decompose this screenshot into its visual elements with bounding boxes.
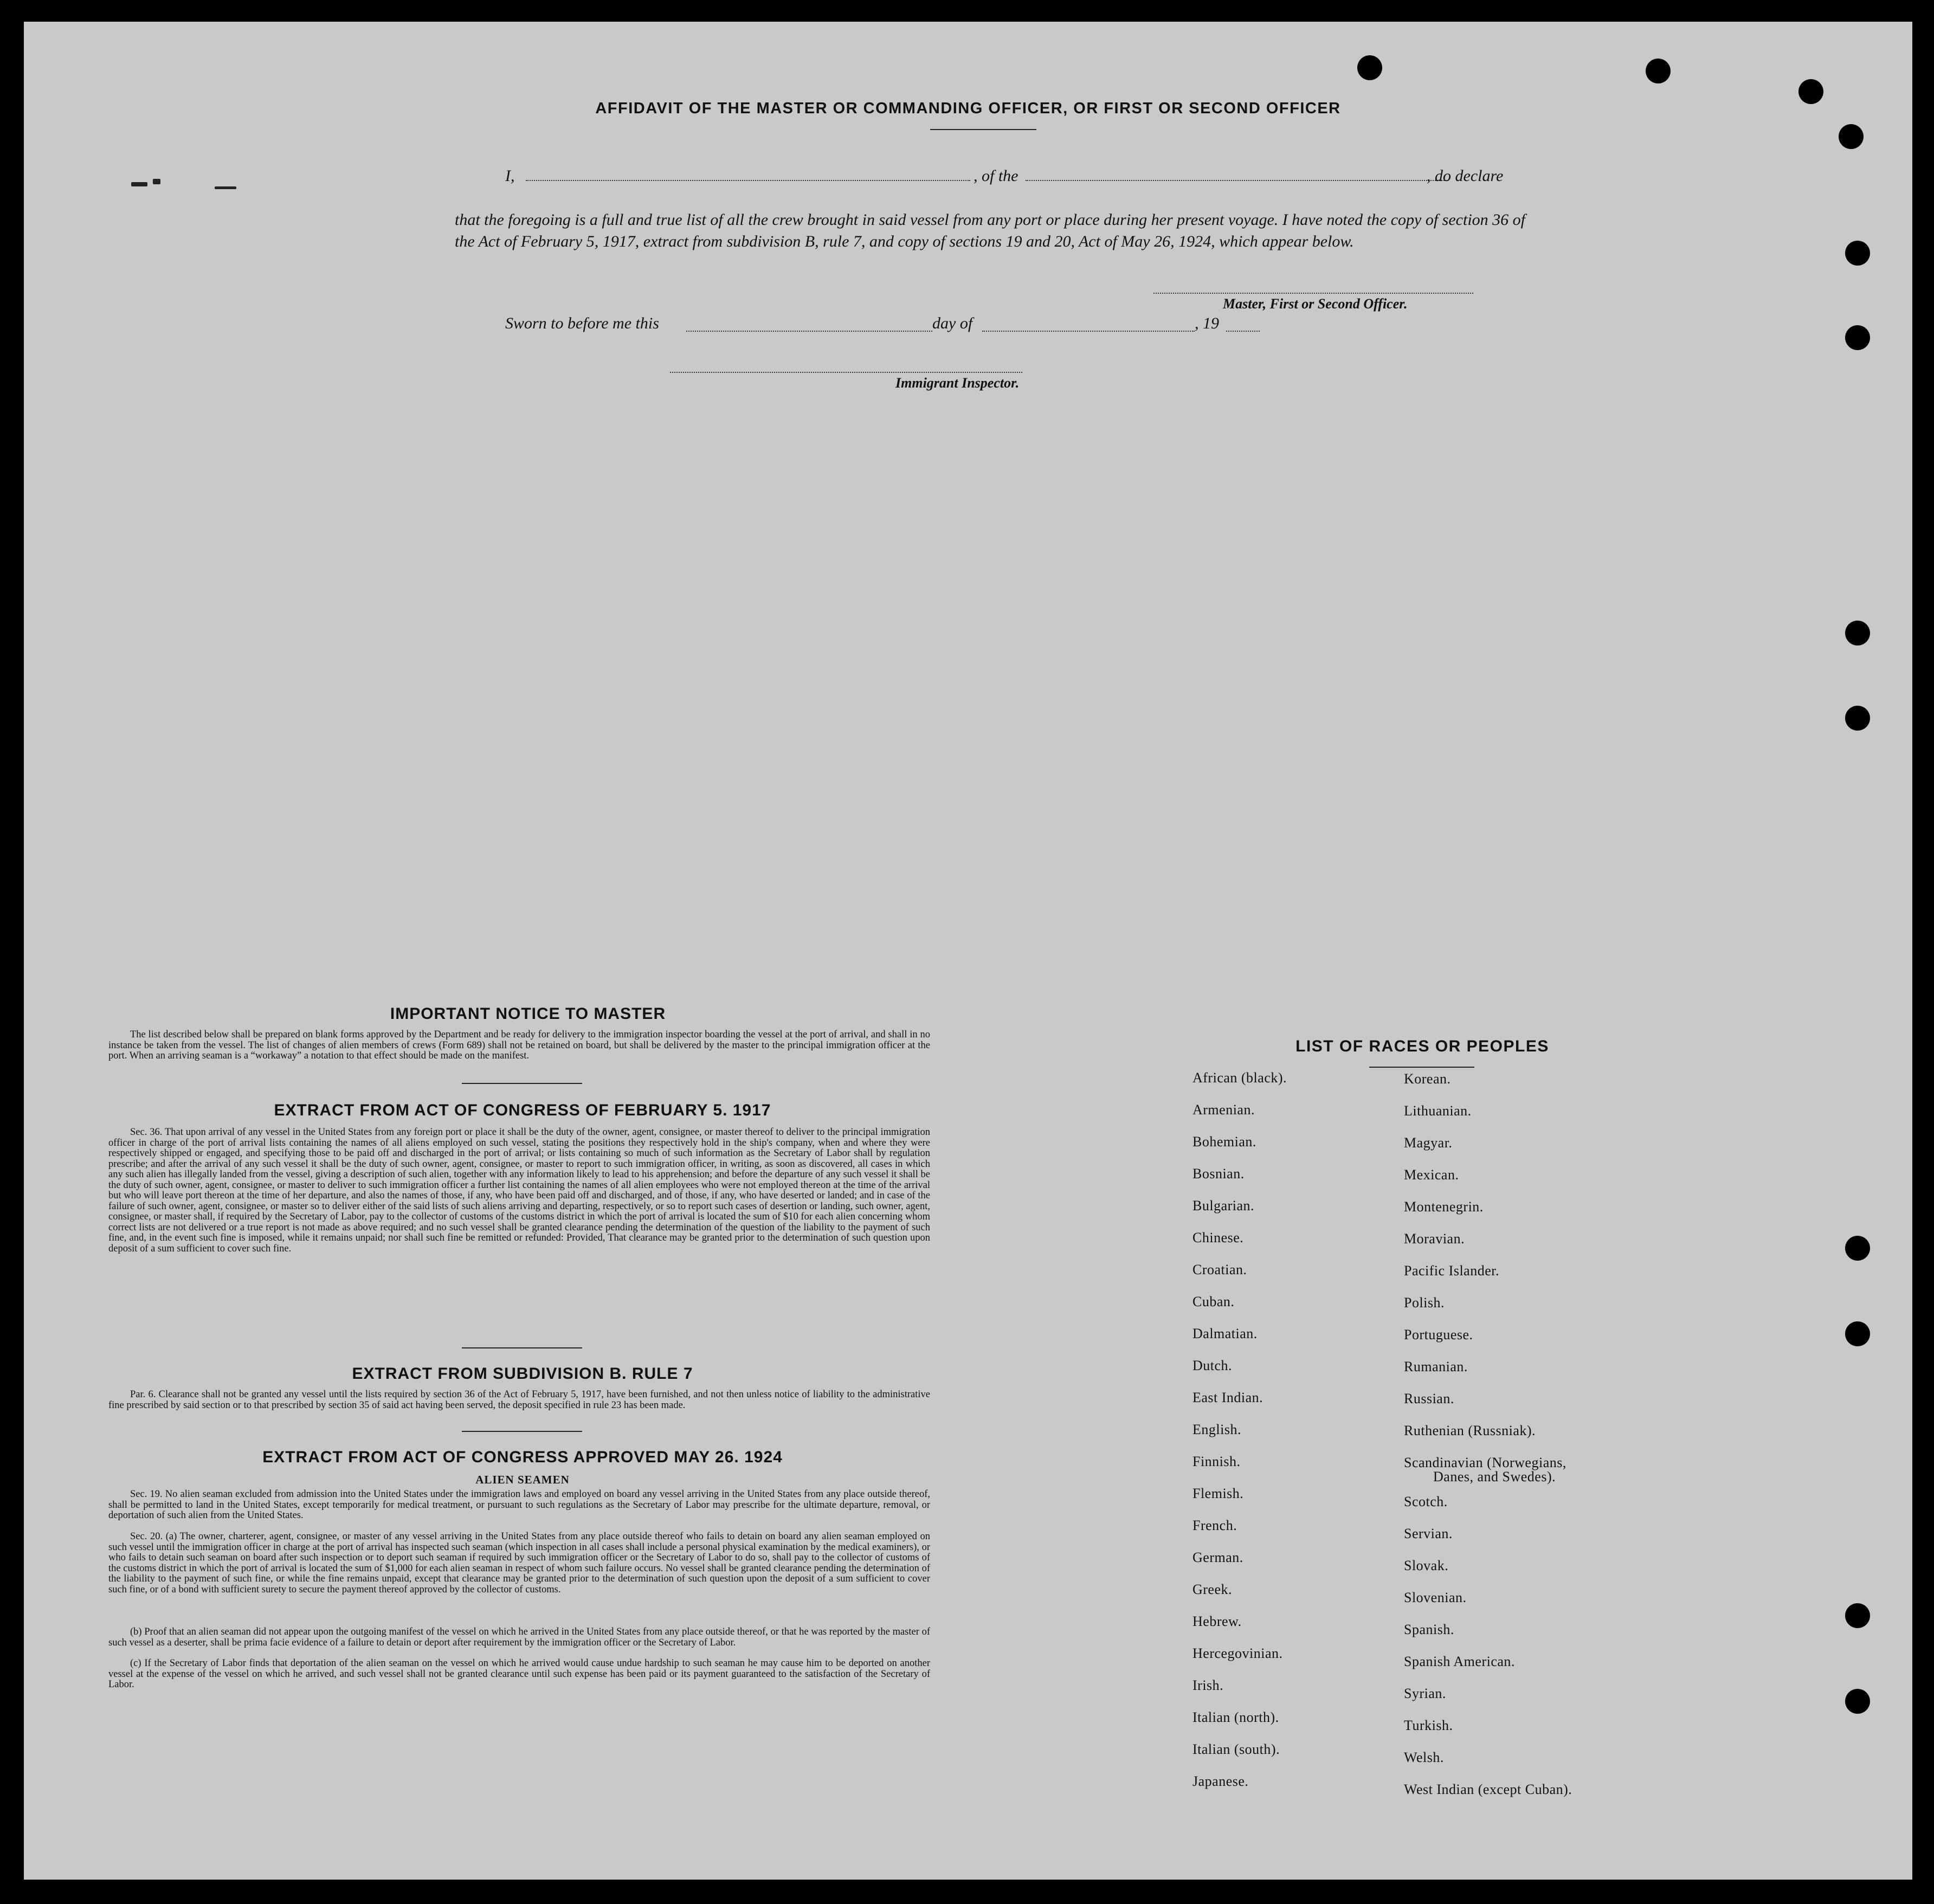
race-item: Hebrew. — [1192, 1613, 1242, 1629]
punch-hole — [1845, 1603, 1870, 1628]
race-item: Armenian. — [1192, 1102, 1255, 1118]
race-item: Dalmatian. — [1192, 1326, 1258, 1341]
races-title-underline — [1369, 1067, 1474, 1068]
sec20b-body: (b) Proof that an alien seaman did not appear upon the outgoing manifest of the vessel on which he arrived in the United States from any place outside thereof, or that he was reported by the master of such vessel as a deserter, shall be prima facie evidence of a failure to detain or deport after requirement by the immigration officer or the Secretary of Labor. — [108, 1627, 930, 1648]
punch-hole — [1845, 325, 1870, 350]
punch-hole — [1845, 241, 1870, 266]
race-item: Italian (south). — [1192, 1741, 1280, 1757]
race-item: Japanese. — [1192, 1773, 1249, 1789]
race-item: Croatian. — [1192, 1262, 1247, 1277]
rule7-title: EXTRACT FROM SUBDIVISION B. RULE 7 — [352, 1365, 693, 1383]
extract-1917-title: EXTRACT FROM ACT OF CONGRESS OF FEBRUARY 5. 1917 — [274, 1101, 771, 1119]
race-item: Magyar. — [1404, 1135, 1453, 1151]
document-page — [24, 22, 1912, 1880]
race-item: Dutch. — [1192, 1358, 1233, 1373]
race-item: Bosnian. — [1192, 1166, 1245, 1182]
race-item: Portuguese. — [1404, 1327, 1473, 1343]
sworn-label: Sworn to before me this — [505, 314, 659, 332]
punch-hole — [1845, 706, 1870, 731]
race-item: African (black). — [1192, 1070, 1287, 1086]
race-item: English. — [1192, 1422, 1241, 1437]
ink-smudge — [131, 182, 147, 186]
extract-1917-body: Sec. 36. That upon arrival of any vessel in the United States from any foreign port or place it shall be the duty of the owner, agent, consignee, or master thereof to deliver to the principal immigration officer in charge of the port of arrival lists containing the names of all aliens employed on such vessel, stating the positions they respectively hold in the ship's company, when and where they were respectively shipped or engaged, and specifying those to be paid off and discharged in the port of arrival; or lists containing so much of such information as the Secretary of Labor shall by regulation prescribe; and after the arrival of any such vessel it shall be the duty of such owner, agent, consignee, or master to report to such immigration officer, in writing, as soon as discovered, all cases in which any such alien has illegally landed from the vessel, giving a description of such alien, together with any information likely to lead to his apprehension; and before the departure of any such vessel it shall be the duty of such owner, agent, consignee, or master to deliver to such immigration officer a further list containing the names of all alien employees who were not employed thereon at the time of the arrival but who will leave port thereon at the time of her departure, and also the names of those, if any, who have been paid off and discharged, and of those, if any, who have deserted or landed; and in case of the failure of such owner, agent, consignee, or master so to deliver either of the said lists of such aliens arriving and departing, respectively, or so to report such cases of desertion or landing, such owner, agent, consignee, or master shall, if required by the Secretary of Labor, pay to the collector of customs of the customs district in which the port of arrival is located the sum of $10 for each alien concerning whom correct lists are not delivered or a true report is not made as above required; and no such vessel shall be granted clearance pending the determination of the question of the liability to the payment of such fine, and, in the event such fine is imposed, while it remains unpaid; nor shall such fine be remitted or refunded: Provided, That clearance may be granted prior to the determination of such question upon deposit of a sum sufficient to cover such fine. — [108, 1127, 930, 1254]
punch-hole — [1845, 1689, 1870, 1714]
race-item: Danes, and Swedes). — [1433, 1469, 1556, 1485]
race-item: Rumanian. — [1404, 1359, 1468, 1374]
punch-hole — [1839, 124, 1864, 149]
rule7-body: Par. 6. Clearance shall not be granted any vessel until the lists required by section 36 of the Act of February 5, 1917, have been furnished, and not then unless notice of liability to the administrative fine prescribed by said section or to that prescribed by section 35 of said act having been served, the deposit specified in rule 23 has been made. — [108, 1389, 930, 1411]
races-title: LIST OF RACES OR PEOPLES — [1295, 1037, 1549, 1055]
race-item: Italian (north). — [1192, 1709, 1279, 1725]
race-item: West Indian (except Cuban). — [1404, 1782, 1572, 1797]
race-item: Finnish. — [1192, 1454, 1241, 1469]
title-underline — [930, 129, 1036, 130]
notice-body: The list described below shall be prepared on blank forms approved by the Department and be ready for delivery to the immigration inspector boarding the vessel at the port of arrival, and shall in no instance be taken from the vessel. The list of changes of alien members of crews (Form 689) shall not be retained on board, but shall be delivered by the master to the principal immigration officer at the port. When an arriving seaman is a “workaway” a notation to that effect should be made on the manifest. — [108, 1029, 930, 1061]
ink-smudge — [153, 179, 160, 184]
race-item: Flemish. — [1192, 1486, 1244, 1501]
race-item: Scotch. — [1404, 1494, 1448, 1509]
race-item: Greek. — [1192, 1582, 1233, 1597]
sec20a-body: Sec. 20. (a) The owner, charterer, agent, consignee, or master of any vessel arriving in the United States from any place outside thereof who fails to detain on board any alien seaman employed on such vessel until the immigration officer in charge at the port of arrival has inspected such seaman (which inspection in all cases shall include a personal physical examination by the medical examiners), or who fails to detain such seaman on board after such inspection or to deport such seaman if required by such immigration officer or the Secretary of Labor to do so, shall pay to the collector of customs of the customs district in which the port of arrival is located the sum of $1,000 for each alien seaman in respect of whom such failure occurs. No vessel shall be granted clearance pending the determination of the liability to the payment of such fine, or while the fine remains unpaid, except that clearance may be granted prior to the determination of such question upon the deposit of a sum sufficient to cover such fine, or of a bond with sufficient surety to secure the payment thereof approved by the collector of customs. — [108, 1531, 930, 1595]
race-item: Bohemian. — [1192, 1134, 1256, 1150]
extract-1924-title: EXTRACT FROM ACT OF CONGRESS APPROVED MAY 26. 1924 — [262, 1448, 783, 1466]
race-item: Montenegrin. — [1404, 1199, 1484, 1215]
race-item: Polish. — [1404, 1295, 1445, 1311]
sec20c-body: (c) If the Secretary of Labor finds that deportation of the alien seaman on the vessel on which he arrived would cause undue hardship to such seaman he may cause him to be deported on another vessel at the expense of the vessel on which he arrived, and such vessel shall not be granted clearance until such expense has been paid or its payment guaranteed to the satisfaction of the Secretary of Labor. — [108, 1658, 930, 1690]
affidavit-declare-label: , do declare — [1427, 167, 1504, 185]
inspector-signature-caption: Immigrant Inspector. — [895, 375, 1020, 391]
name-blank[interactable] — [526, 180, 970, 181]
race-item: Slovak. — [1404, 1558, 1449, 1573]
race-item: Hercegovinian. — [1192, 1645, 1283, 1661]
race-item: Irish. — [1192, 1677, 1224, 1693]
race-item: Korean. — [1404, 1071, 1451, 1087]
race-item: East Indian. — [1192, 1390, 1263, 1405]
race-item: German. — [1192, 1550, 1243, 1565]
affidavit-body: that the foregoing is a full and true list of all the crew brought in said vessel from any port or place during her present voyage. I have noted the copy of section 36 of the Act of February 5, 1917, extract from subdivision B, rule 7, and copy of sections 19 and 20, Act of May 26, 1924, which appear below. — [455, 211, 1525, 250]
race-item: Moravian. — [1404, 1231, 1465, 1247]
race-item: Syrian. — [1404, 1686, 1446, 1701]
master-signature-line[interactable] — [1153, 293, 1473, 294]
race-item: Chinese. — [1192, 1230, 1244, 1245]
affidavit-title: AFFIDAVIT OF THE MASTER OR COMMANDING OFFICER, OR FIRST OR SECOND OFFICER — [595, 100, 1341, 117]
affidavit-of-label: , of the — [974, 167, 1018, 185]
alien-seamen-subtitle: ALIEN SEAMEN — [475, 1473, 570, 1486]
ink-smudge — [215, 186, 236, 189]
race-item: Mexican. — [1404, 1167, 1459, 1183]
inspector-signature-line[interactable] — [670, 372, 1022, 373]
sworn-month-blank[interactable] — [982, 331, 1195, 332]
race-item: Spanish. — [1404, 1622, 1454, 1637]
punch-hole — [1357, 55, 1382, 80]
race-item: Welsh. — [1404, 1750, 1444, 1765]
vessel-blank[interactable] — [1026, 180, 1448, 181]
race-item: Bulgarian. — [1192, 1198, 1255, 1214]
race-item: Pacific Islander. — [1404, 1263, 1499, 1279]
punch-hole — [1646, 59, 1671, 83]
race-item: Scandinavian (Norwegians, — [1404, 1455, 1566, 1470]
race-item: Servian. — [1404, 1526, 1453, 1541]
race-item: Turkish. — [1404, 1718, 1453, 1733]
race-item: Slovenian. — [1404, 1590, 1467, 1605]
extract-1917-divider — [462, 1347, 582, 1348]
punch-hole — [1845, 1321, 1870, 1346]
notice-title: IMPORTANT NOTICE TO MASTER — [390, 1005, 666, 1023]
year-label: , 19 — [1195, 314, 1219, 332]
race-item: Ruthenian (Russniak). — [1404, 1423, 1536, 1438]
punch-hole — [1845, 1236, 1870, 1261]
day-of-label: day of — [932, 314, 973, 332]
sworn-day-blank[interactable] — [686, 331, 932, 332]
affidavit-i-label: I, — [505, 167, 515, 185]
punch-hole — [1845, 621, 1870, 646]
year-blank[interactable] — [1226, 331, 1260, 332]
race-item: Russian. — [1404, 1391, 1454, 1406]
sec19-body: Sec. 19. No alien seaman excluded from admission into the United States under the immigration laws and employed on board any vessel arriving in the United States from any place outside thereof, shall be permitted to land in the United States, except temporarily for medical treatment, or pursuant to such regulations as the Secretary of Labor may prescribe for the ultimate departure, removal, or deportation of such alien from the United States. — [108, 1489, 930, 1521]
notice-divider — [462, 1083, 582, 1084]
rule7-divider — [462, 1431, 582, 1432]
race-item: Lithuanian. — [1404, 1103, 1472, 1119]
race-item: French. — [1192, 1518, 1237, 1533]
master-signature-caption: Master, First or Second Officer. — [1223, 296, 1408, 312]
race-item: Spanish American. — [1404, 1654, 1515, 1669]
race-item: Cuban. — [1192, 1294, 1235, 1309]
